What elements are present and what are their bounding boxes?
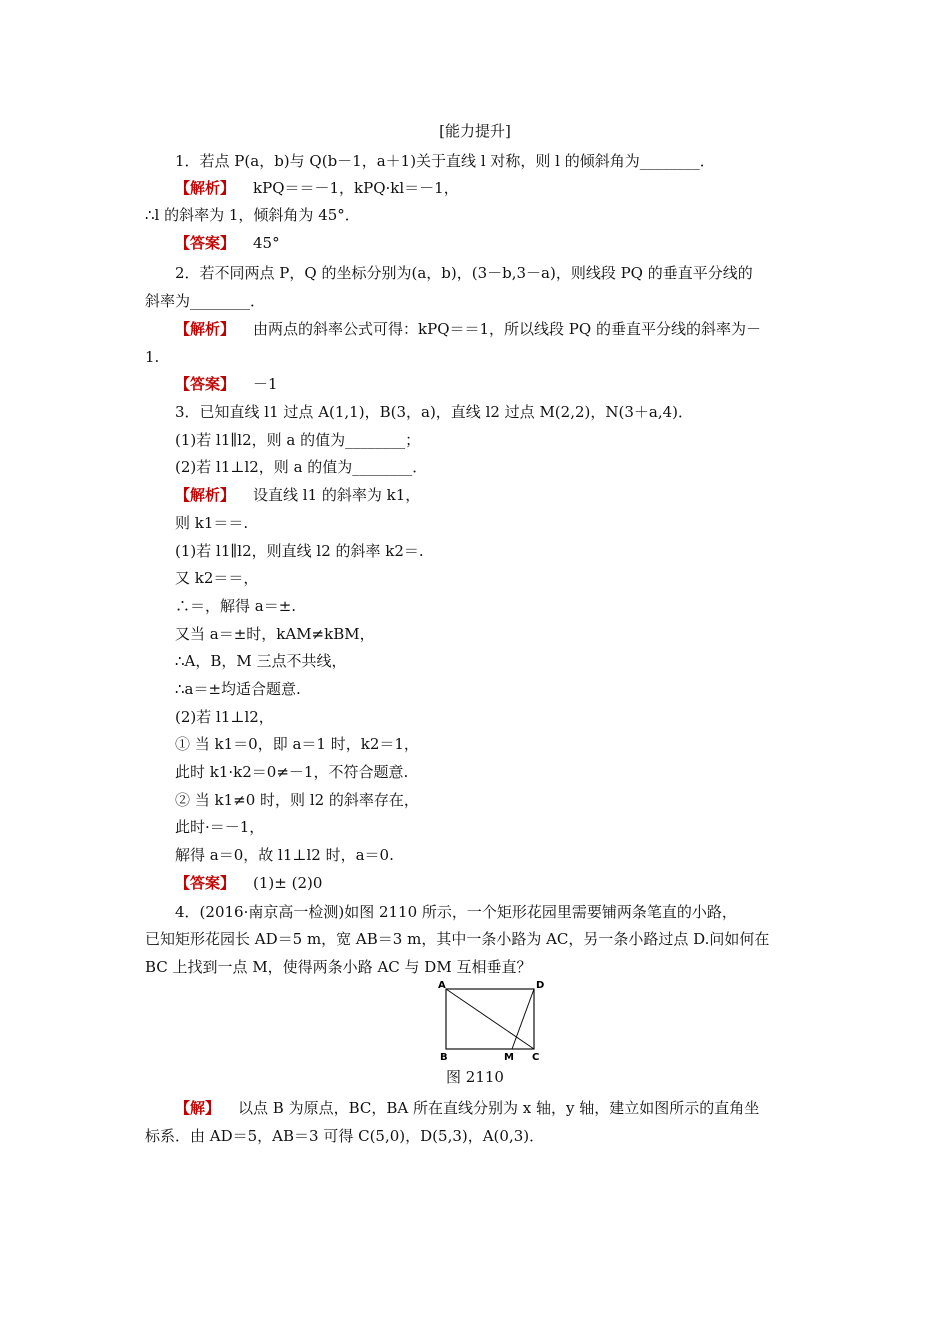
q1-analysis-line2: ∴l 的斜率为 1，倾斜角为 45°． — [145, 206, 360, 224]
q1-stem: 1．若点 P(a，b)与 Q(b－1，a＋1)关于直线 l 对称，则 l 的倾斜角为________． — [175, 152, 715, 170]
path-dm — [512, 989, 534, 1049]
q3-step: (2)若 l1⊥l2， — [175, 708, 274, 726]
q2-answer — [175, 373, 840, 395]
q3-step: ∴a＝±均适合题意. — [175, 680, 301, 698]
q3-step: ∴＝，解得 a＝±. — [175, 597, 297, 615]
point-m-label: M — [504, 1052, 514, 1062]
q3-step: 此时·＝－1， — [175, 818, 265, 836]
section-title: [能力提升] — [439, 122, 511, 140]
q2-analysis-text: 由两点的斜率公式可得：kPQ＝＝1，所以线段 PQ 的垂直平分线的斜率为－ — [253, 320, 761, 338]
analysis-label: 【解析】 — [175, 320, 236, 338]
solution-label: 【解】 — [175, 1099, 221, 1117]
q4-stem-line3: BC 上找到一点 M，使得两条小路 AC 与 DM 互相垂直？ — [145, 958, 532, 976]
q3-step: ② 当 k1≠0 时，则 l2 的斜率存在， — [175, 791, 419, 809]
q3-step: 解得 a＝0，故 l1⊥l2 时，a＝0. — [175, 846, 394, 864]
answer-label: 【答案】 — [175, 234, 236, 252]
q3-step: 又 k2＝＝， — [175, 569, 259, 587]
q2-stem: 2．若不同两点 P，Q 的坐标分别为(a，b)，(3－b,3－a)，则线段 PQ 的垂直平分线的 — [175, 264, 753, 282]
answer-label: 【答案】 — [175, 874, 236, 892]
answer-label: 【答案】 — [175, 375, 236, 393]
figure-caption: 图 2110 — [446, 1068, 504, 1086]
q3-answer — [175, 872, 840, 894]
q2-answer-text: －1 — [253, 375, 278, 393]
point-d-label: D — [536, 980, 545, 991]
q3-part2: (2)若 l1⊥l2，则 a 的值为________． — [175, 458, 428, 476]
q4-stem-line2: 已知矩形花园长 AD＝5 m，宽 AB＝3 m，其中一条小路为 AC，另一条小路过点 D.问如何在 — [145, 930, 770, 948]
q3-step: ∴A，B，M 三点不共线， — [175, 652, 347, 670]
rectangle-garden-figure — [436, 980, 546, 1062]
q3-step: 此时 k1·k2＝0≠－1，不符合题意. — [175, 763, 409, 781]
q3-step: 则 k1＝＝. — [175, 514, 249, 532]
q1-analysis — [175, 177, 840, 199]
analysis-label: 【解析】 — [175, 179, 236, 197]
point-b-label: B — [440, 1052, 448, 1062]
q3-step: (1)若 l1∥l2，则直线 l2 的斜率 k2＝. — [175, 542, 424, 560]
q1-answer-text: 45° — [253, 234, 280, 252]
q3-part1: (1)若 l1∥l2，则 a 的值为________； — [175, 431, 421, 449]
path-ac — [446, 989, 534, 1049]
point-a-label: A — [438, 980, 446, 991]
q3-stem: 3．已知直线 l1 过点 A(1,1)，B(3，a)，直线 l2 过点 M(2,2)，N(3＋a,4)． — [175, 403, 693, 421]
q4-solution-text: 以点 B 为原点，BC，BA 所在直线分别为 x 轴，y 轴，建立如图所示的直角坐 — [238, 1099, 760, 1117]
point-c-label: C — [532, 1052, 540, 1062]
analysis-label: 【解析】 — [175, 486, 236, 504]
q1-answer — [175, 232, 840, 254]
q3-step: ① 当 k1＝0，即 a＝1 时，k2＝1， — [175, 735, 419, 753]
q2-analysis-line2: 1. — [145, 348, 160, 366]
q3-answer-text: (1)± (2)0 — [253, 874, 323, 892]
q3-analysis — [175, 484, 840, 506]
q1-analysis-text: kPQ＝＝－1，kPQ·kl＝－1， — [253, 179, 459, 197]
q2-analysis — [175, 318, 840, 340]
q3-step: 又当 a＝±时，kAM≠kBM， — [175, 625, 375, 643]
q2-stem-line2: 斜率为________． — [145, 292, 266, 310]
q3-analysis-text: 设直线 l1 的斜率为 k1， — [253, 486, 421, 504]
q4-stem: 4．(2016·南京高一检测)如图 2110 所示，一个矩形花园里需要铺两条笔直的小路， — [175, 903, 737, 921]
q4-solution — [175, 1097, 840, 1119]
q4-solution-line2: 标系．由 AD＝5，AB＝3 可得 C(5,0)，D(5,3)，A(0,3)． — [145, 1127, 545, 1145]
